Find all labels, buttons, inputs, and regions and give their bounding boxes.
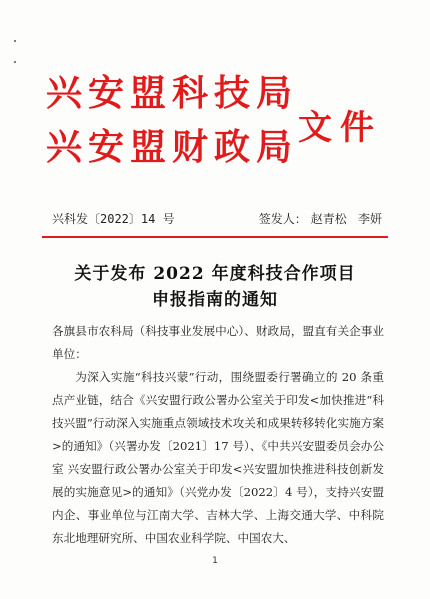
page-number: 1 (212, 556, 218, 566)
notice-body (52, 320, 384, 550)
document-type-label: 文件 (298, 108, 382, 148)
agency-name-finance-bureau: 兴安盟财政局 (46, 126, 299, 168)
signer-label: 签发人： (258, 212, 307, 226)
notice-title-line-2: 申报指南的通知 (152, 290, 278, 310)
notice-title-line-1: 关于发布 2022 年度科技合作项目 (74, 264, 356, 284)
red-divider-line (42, 236, 388, 238)
salutation: 各旗县市农科局（科技事业发展中心）、财政局，盟直有关企事业单位： (52, 324, 384, 361)
agency-name-science-bureau: 兴安盟科技局 (46, 72, 299, 114)
signer-name: 李妍 (357, 212, 382, 226)
signer-name: 赵青松 (310, 212, 347, 226)
signer-info (255, 210, 382, 227)
scan-speck (14, 61, 16, 63)
body-paragraph: 为深入实施“科技兴蒙”行动，围绕盟委行署确立的 20 条重点产业链，结合《兴安盟行政公署办公室关于印发<加快推进“科技兴盟”行动深入实施重点领域技术攻关和成果转移转化实施方案>的通知》（兴署办发〔2021〕17 号）、《中共兴安盟委员会办公室 兴安盟行政公署办公室关于印发<兴安盟加快推进科技创新发展的实施意见>的通知》（兴党办发〔2022〕4 号），支持兴安盟内企、事业单位与江南大学、吉林大学、上海交通大学、中科院东北地理研究所、中国农业科学院、中国农大、 (52, 370, 384, 545)
document-number: 兴科发〔2022〕14 号 (52, 212, 175, 226)
scan-speck (14, 40, 16, 42)
